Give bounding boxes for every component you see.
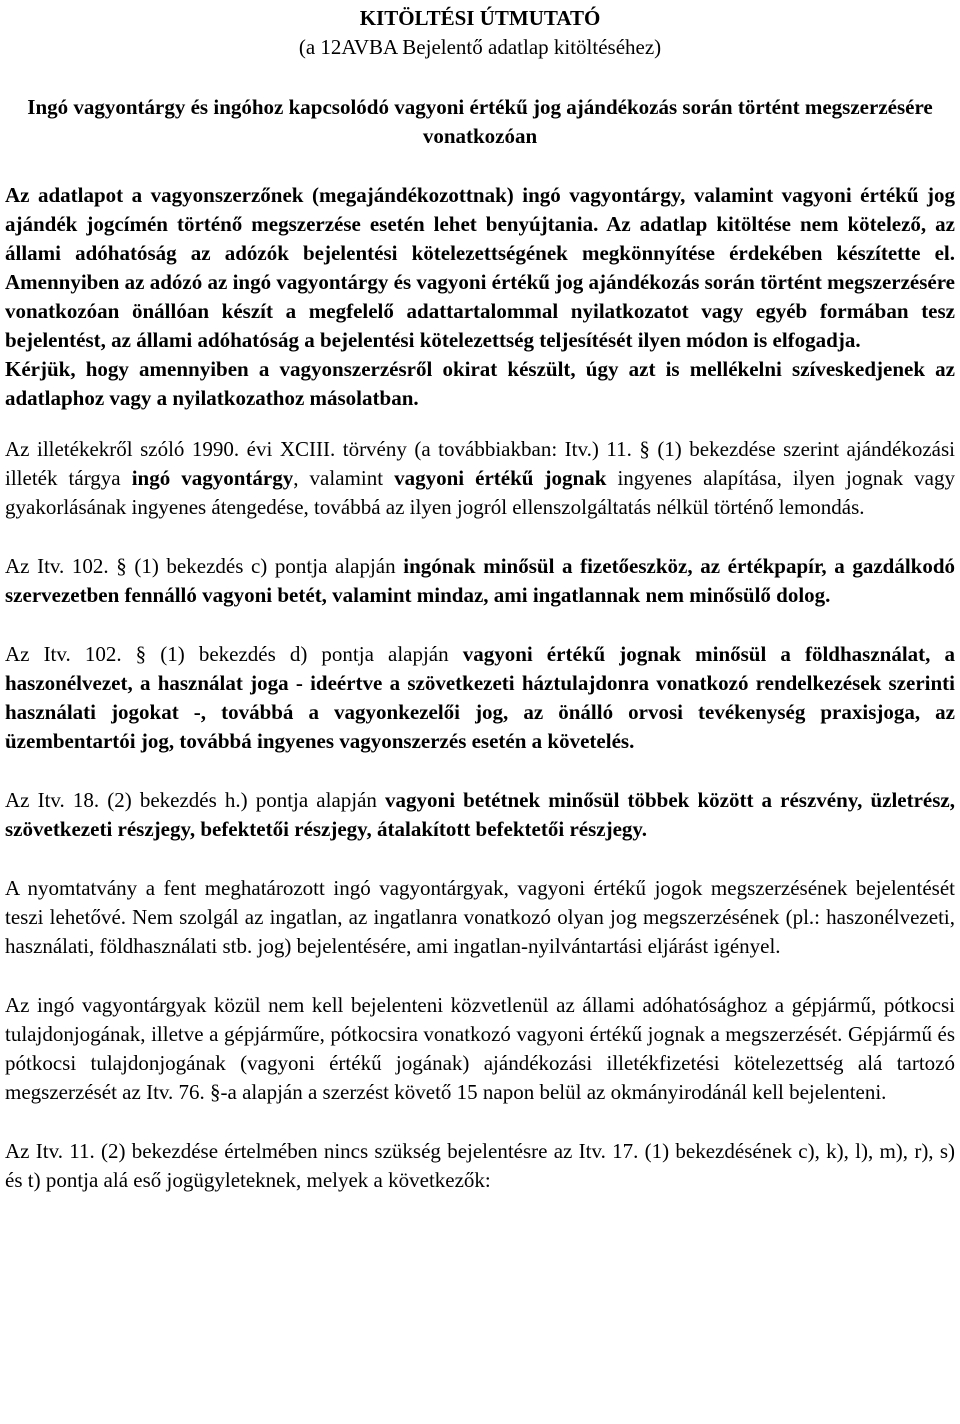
paragraph-text: Az Itv. 11. (2) bekezdése értelmében nincs szükség bejelentésre az Itv. 17. (1) bekezdésének c), k), l), m), r), s) és t) pontja alá eső jogügyleteknek, melyek a következők: xyxy=(5,1139,955,1192)
document-title: KITÖLTÉSI ÚTMUTATÓ xyxy=(359,6,601,30)
section-paragraph-5 xyxy=(5,874,955,961)
section-paragraph-6 xyxy=(5,991,955,1107)
emphasized-text: vagyoni értékű jognak xyxy=(394,466,607,490)
intro-block xyxy=(5,181,955,413)
emphasized-text: vagyoni értékű jognak minősül a földhasználat, a haszonélvezet, a használat joga - ideértve a szövetkezeti háztulajdonra vonatkozó rendelkezések szerinti használati jogokat -, továbbá a vagyonkezelői jog, az önálló orvosi tevékenység praxisjoga, az üzembentartói jog, továbbá ingyenes vagyonszerzés esetén a követelés. xyxy=(5,642,955,753)
paragraph-text: , valamint xyxy=(293,466,395,490)
paragraph-text: Az Itv. 102. § (1) bekezdés d) pontja alapján xyxy=(5,642,463,666)
section-paragraph-3 xyxy=(5,640,955,756)
emphasized-text: ingónak minősül a fizetőeszköz, az értékpapír, a gazdálkodó szervezetben fennálló vagyoni betét, valamint mindaz, ami ingatlannak nem minősülő dolog. xyxy=(5,554,956,607)
paragraph-text: Az ingó vagyontárgyak közül nem kell bejelenteni közvetlenül az állami adóhatósághoz a gépjármű, pótkocsi tulajdonjogának, illetve a gépjárműre, pótkocsira vonatkozó vagyoni értékű jognak a megszerzését. Gépjármű és pótkocsi tulajdonjogának (vagyoni értékű jogának) ajándékozási illetékfizetési kötelezettség alá tartozó megszerzését az Itv. 76. §-a alapján a szerzést követő 15 napon belül az okmányirodánál kell bejelenteni. xyxy=(5,993,955,1104)
intro-paragraph-1: Az adatlapot a vagyonszerzőnek (megajándékozottnak) ingó vagyontárgy, valamint vagyoni értékű jog ajándék jogcímén történő megszerzése esetén lehet benyújtania. Az adatlap kitöltése nem kötelező, az állami adóhatóság az adózók bejelentési kötelezettségének megkönnyítése érdekében készítette el. Amennyiben az adózó az ingó vagyontárgy és vagyoni értékű jog ajándékozás során történt megszerzésére vonatkozóan önállóan készít a megfelelő adattartalommal nyilatkozatot vagy egyéb formában tesz bejelentést, az állami adóhatóság a bejelentési kötelezettség teljesítését ilyen módon is elfogadja. xyxy=(5,183,955,352)
paragraph-text: Az Itv. 18. (2) bekezdés h.) pontja alapján xyxy=(5,788,386,812)
document-subject: Ingó vagyontárgy és ingóhoz kapcsolódó vagyoni értékű jog ajándékozás során történt megszerzésére vonatkozóan xyxy=(27,95,933,148)
emphasized-text: ingó vagyontárgy xyxy=(131,466,294,490)
title-block xyxy=(5,4,955,62)
section-paragraph-1 xyxy=(5,435,955,522)
section-paragraph-4 xyxy=(5,786,955,844)
emphasized-text: vagyoni betétnek minősül többek között a részvény, üzletrész, szövetkezeti részjegy, befektetői részjegy, átalakított befektetői részjegy. xyxy=(5,788,955,841)
document-subtitle: (a 12AVBA Bejelentő adatlap kitöltéséhez) xyxy=(298,35,662,59)
paragraph-text: Az Itv. 102. § (1) bekezdés c) pontja alapján xyxy=(5,554,404,578)
paragraph-text: ingyenes alapítása, ilyen jognak vagy gyakorlásának ingyenes átengedése, továbbá az ilyen jogról ellenszolgáltatás nélkül történő lemondás. xyxy=(5,466,955,519)
intro-paragraph-2: Kérjük, hogy amennyiben a vagyonszerzésről okirat készült, úgy azt is mellékelni szíveskedjenek az adatlaphoz vagy a nyilatkozathoz másolatban. xyxy=(5,357,955,410)
section-paragraph-7 xyxy=(5,1137,955,1195)
section-paragraph-2 xyxy=(5,552,955,610)
paragraph-text: Az illetékekről szóló 1990. évi XCIII. törvény (a továbbiakban: Itv.) 11. § (1) bekezdése szerint ajándékozási illeték tárgya xyxy=(5,437,955,490)
paragraph-text: A nyomtatvány a fent meghatározott ingó vagyontárgyak, vagyoni értékű jogok megszerzésének bejelentését teszi lehetővé. Nem szolgál az ingatlan, az ingatlanra vonatkozó olyan jog megszerzésének (pl.: haszonélvezeti, használati, földhasználati stb. jog) bejelentésére, ami ingatlan-nyilvántartási eljárást igényel. xyxy=(5,876,955,958)
